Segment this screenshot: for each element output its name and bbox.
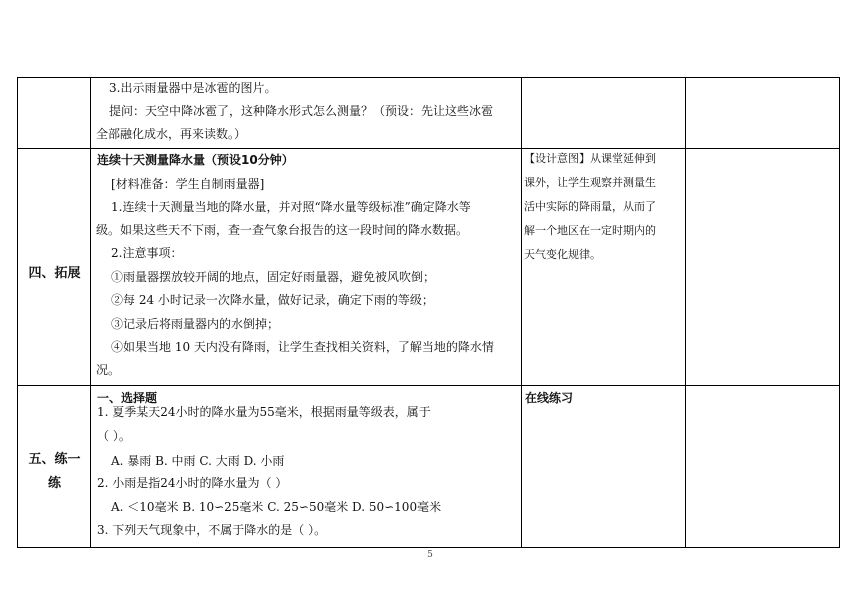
section-label-extension: 四、拓展 [28, 266, 81, 281]
content-line: 提问：天空中降冰雹了，这种降水形式怎么测量？（预设：先让这些冰雹 [109, 104, 494, 118]
question-line: 3. 下列天气现象中，不属于降水的是（ ）。 [97, 523, 327, 537]
content-line: [材料准备：学生自制雨量器] [111, 177, 265, 191]
content-line: ①雨量器摆放较开阔的地点，固定好雨量器，避免被风吹倒； [111, 270, 436, 284]
table-line [17, 547, 840, 548]
page-number: 5 [427, 550, 433, 560]
design-note-line: 解一个地区在一定时期内的 [524, 224, 656, 237]
content-line: ②每 24 小时记录一次降水量，做好记录，确定下雨的等级； [111, 293, 434, 307]
question-options: A. ＜10毫米 B. 10∽25毫米 C. 25∽50毫米 D. 50∽100毫米 [111, 500, 442, 514]
activity-title: 连续十天测量降水量（预设10分钟） [97, 153, 294, 167]
content-line: 全部融化成水，再来读数。） [96, 127, 247, 141]
design-note-line: 【设计意图】从课堂延伸到 [524, 152, 656, 165]
question-line: 2. 小雨是指24小时的降水量为（ ） [97, 476, 288, 490]
content-line: ④如果当地 10 天内没有降雨，让学生查找相关资料，了解当地的降水情 [111, 340, 494, 354]
content-line: ③记录后将雨量器内的水倒掉； [111, 317, 280, 331]
table-line [17, 148, 840, 149]
design-note-line: 课外，让学生观察并测量生 [524, 176, 656, 189]
question-line: （ ）。 [97, 429, 131, 443]
content-line: 1.连续十天测量当地的降水量，并对照“降水量等级标准”确定降水等 [111, 200, 471, 214]
design-note-line: 活中实际的降雨量，从而了 [524, 200, 656, 213]
question-options: A. 暴雨 B. 中雨 C. 大雨 D. 小雨 [111, 454, 285, 468]
table-line [839, 77, 840, 548]
section-label-practice-cont: 练 [47, 476, 61, 491]
content-line: 级。如果这些天不下雨，查一查气象台报告的这一段时间的降水数据。 [96, 223, 469, 237]
online-practice-label: 在线练习 [525, 391, 574, 405]
table-line [521, 77, 522, 548]
table-line [685, 77, 686, 548]
content-line: 3.出示雨量器中是冰雹的图片。 [109, 81, 277, 95]
content-line: 况。 [96, 363, 121, 377]
design-note-line: 天气变化规律。 [524, 248, 601, 261]
question-line: 1. 夏季某天24小时的降水量为55毫米，根据雨量等级表，属于 [97, 405, 431, 419]
exercise-title: 一、选择题 [97, 391, 158, 405]
table-line [17, 385, 840, 386]
content-line: 2.注意事项： [111, 246, 183, 260]
section-label-practice: 五、练一 [28, 452, 81, 467]
